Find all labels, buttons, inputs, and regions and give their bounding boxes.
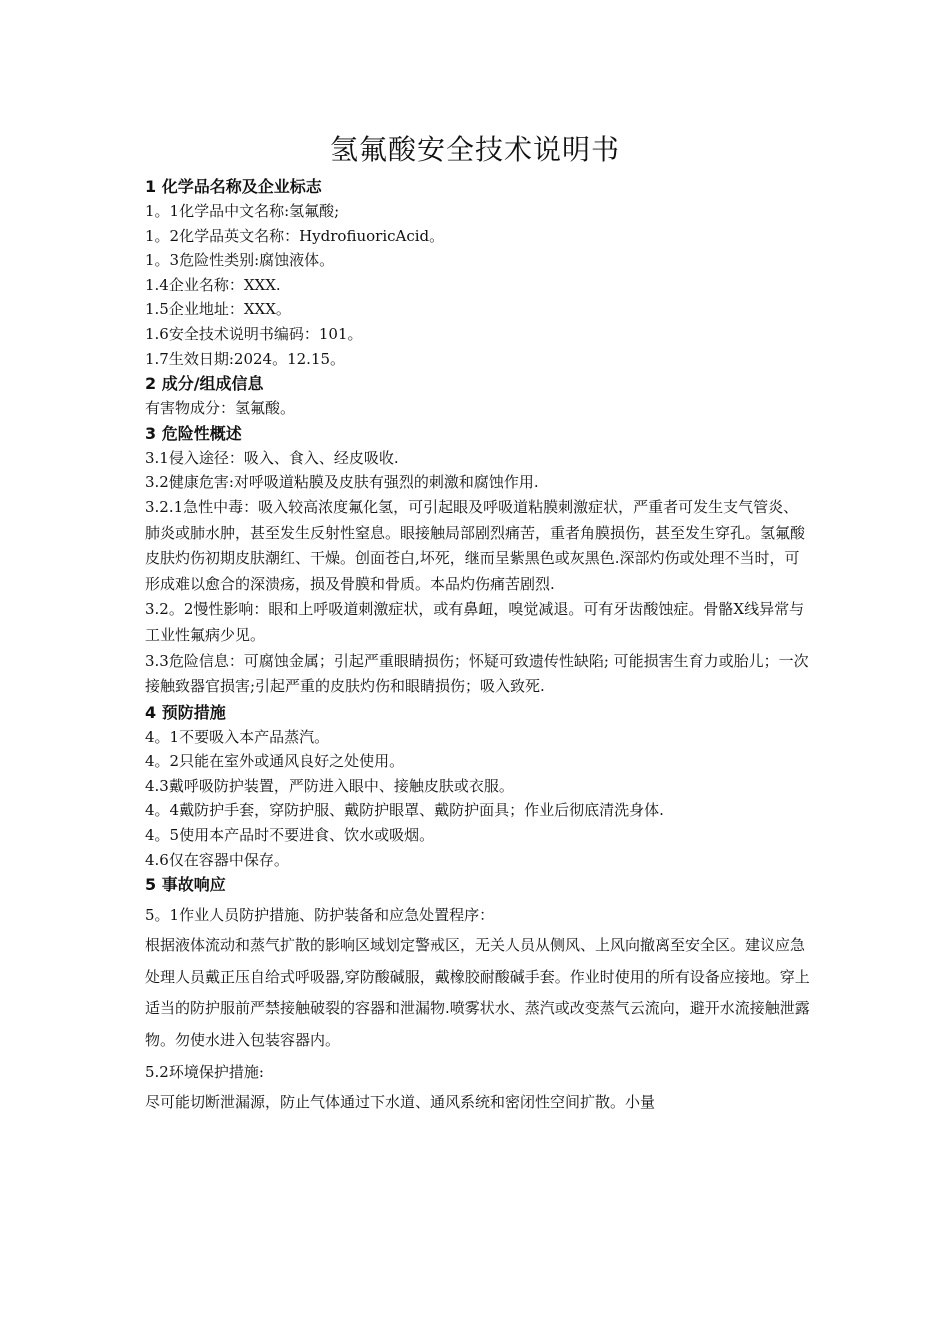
section-3-line: 3.2健康危害:对呼吸道粘膜及皮肤有强烈的刺激和腐蚀作用. — [145, 473, 539, 492]
document-title: 氢氟酸安全技术说明书 — [329, 133, 620, 166]
section-4-line: 4.6仅在容器中保存。 — [145, 850, 289, 869]
section-1-line: 1。2化学品英文名称：HydrofiuoricAcid。 — [145, 226, 445, 245]
section-3-line: 3.1侵入途径：吸入、食入、经皮吸收. — [145, 448, 399, 467]
section-4 — [145, 700, 810, 873]
section-1 — [145, 174, 810, 371]
section-4-line: 4.3戴呼吸防护装置，严防进入眼中、接触皮肤或衣服。 — [145, 776, 514, 795]
section-1-line: 1.6安全技术说明书编码：101。 — [145, 324, 363, 343]
section-4-line: 4。5使用本产品时不要进食、饮水或吸烟。 — [145, 826, 435, 845]
section-1-line: 1.5企业地址：XXX。 — [145, 300, 291, 319]
section-2-line: 有害物成分：氢氟酸。 — [145, 399, 296, 418]
section-4-heading: 4 预防措施 — [145, 702, 226, 722]
section-3-paragraph: 3.2。2慢性影响：眼和上呼吸道刺激症状，或有鼻衄，嗅觉减退。可有牙齿酸蚀症。骨骼X线异常与工业性氟病少见。 — [145, 600, 805, 644]
section-1-line: 1。1化学品中文名称:氢氟酸; — [145, 202, 340, 220]
section-3-paragraph: 3.2.1急性中毒：吸入较高浓度氟化氢，可引起眼及呼吸道粘膜刺激症状，严重者可发生支气管炎、肺炎或肺水肿，甚至发生反射性窒息。眼接触局部剧烈痛苦，重者角膜损伤，甚至发生穿孔。氢氟酸皮肤灼伤初期皮肤潮红、干燥。创面苍白,坏死，继而呈紫黑色或灰黑色.深部灼伤或处理不当时，可形成难以愈合的深溃疡，损及骨膜和骨质。本品灼伤痛苦剧烈. — [145, 497, 806, 593]
section-4-line: 4。4戴防护手套，穿防护服、戴防护眼罩、戴防护面具；作业后彻底清洗身体. — [145, 801, 664, 820]
section-3 — [145, 421, 810, 700]
section-3-heading: 3 危险性概述 — [145, 423, 242, 443]
section-1-line: 1。3危险性类别:腐蚀液体。 — [145, 251, 335, 270]
section-5-line: 5。1作业人员防护措施、防护装备和应急处置程序： — [145, 906, 495, 925]
section-5-paragraph: 根据液体流动和蒸气扩散的影响区域划定警戒区，无关人员从侧风、上风向撤离至安全区。建议应急处理人员戴正压自给式呼吸器,穿防酸碱服，戴橡胶耐酸碱手套。作业时使用的所有设备应接地。穿上适当的防护服前严禁接触破裂的容器和泄漏物.喷雾状水、蒸汽或改变蒸气云流向，避开水流接触泄露物。勿使水进入包装容器内。 — [145, 936, 810, 1050]
section-3-paragraph: 3.3危险信息：可腐蚀金属；引起严重眼睛损伤；怀疑可致遗传性缺陷; 可能损害生育力或胎儿；一次接触致器官损害;引起严重的皮肤灼伤和眼睛损伤；吸入致死. — [145, 651, 809, 696]
section-1-heading: 1 化学品名称及企业标志 — [145, 177, 322, 196]
section-2 — [145, 371, 810, 421]
section-2-heading: 2 成分/组成信息 — [145, 374, 264, 394]
section-5 — [145, 872, 810, 1118]
section-1-line: 1.7生效日期:2024。12.15。 — [145, 349, 346, 368]
section-4-line: 4。2只能在室外或通风良好之处使用。 — [145, 752, 405, 771]
section-5-paragraph: 尽可能切断泄漏源，防止气体通过下水道、通风系统和密闭性空间扩散。小量 — [145, 1092, 656, 1111]
section-1-line: 1.4企业名称：XXX. — [145, 275, 281, 294]
document-body — [145, 174, 810, 1118]
section-5-heading: 5 事故响应 — [145, 875, 226, 895]
section-4-line: 4。1不要吸入本产品蒸汽。 — [145, 727, 330, 746]
section-5-line: 5.2环境保护措施: — [145, 1062, 264, 1081]
